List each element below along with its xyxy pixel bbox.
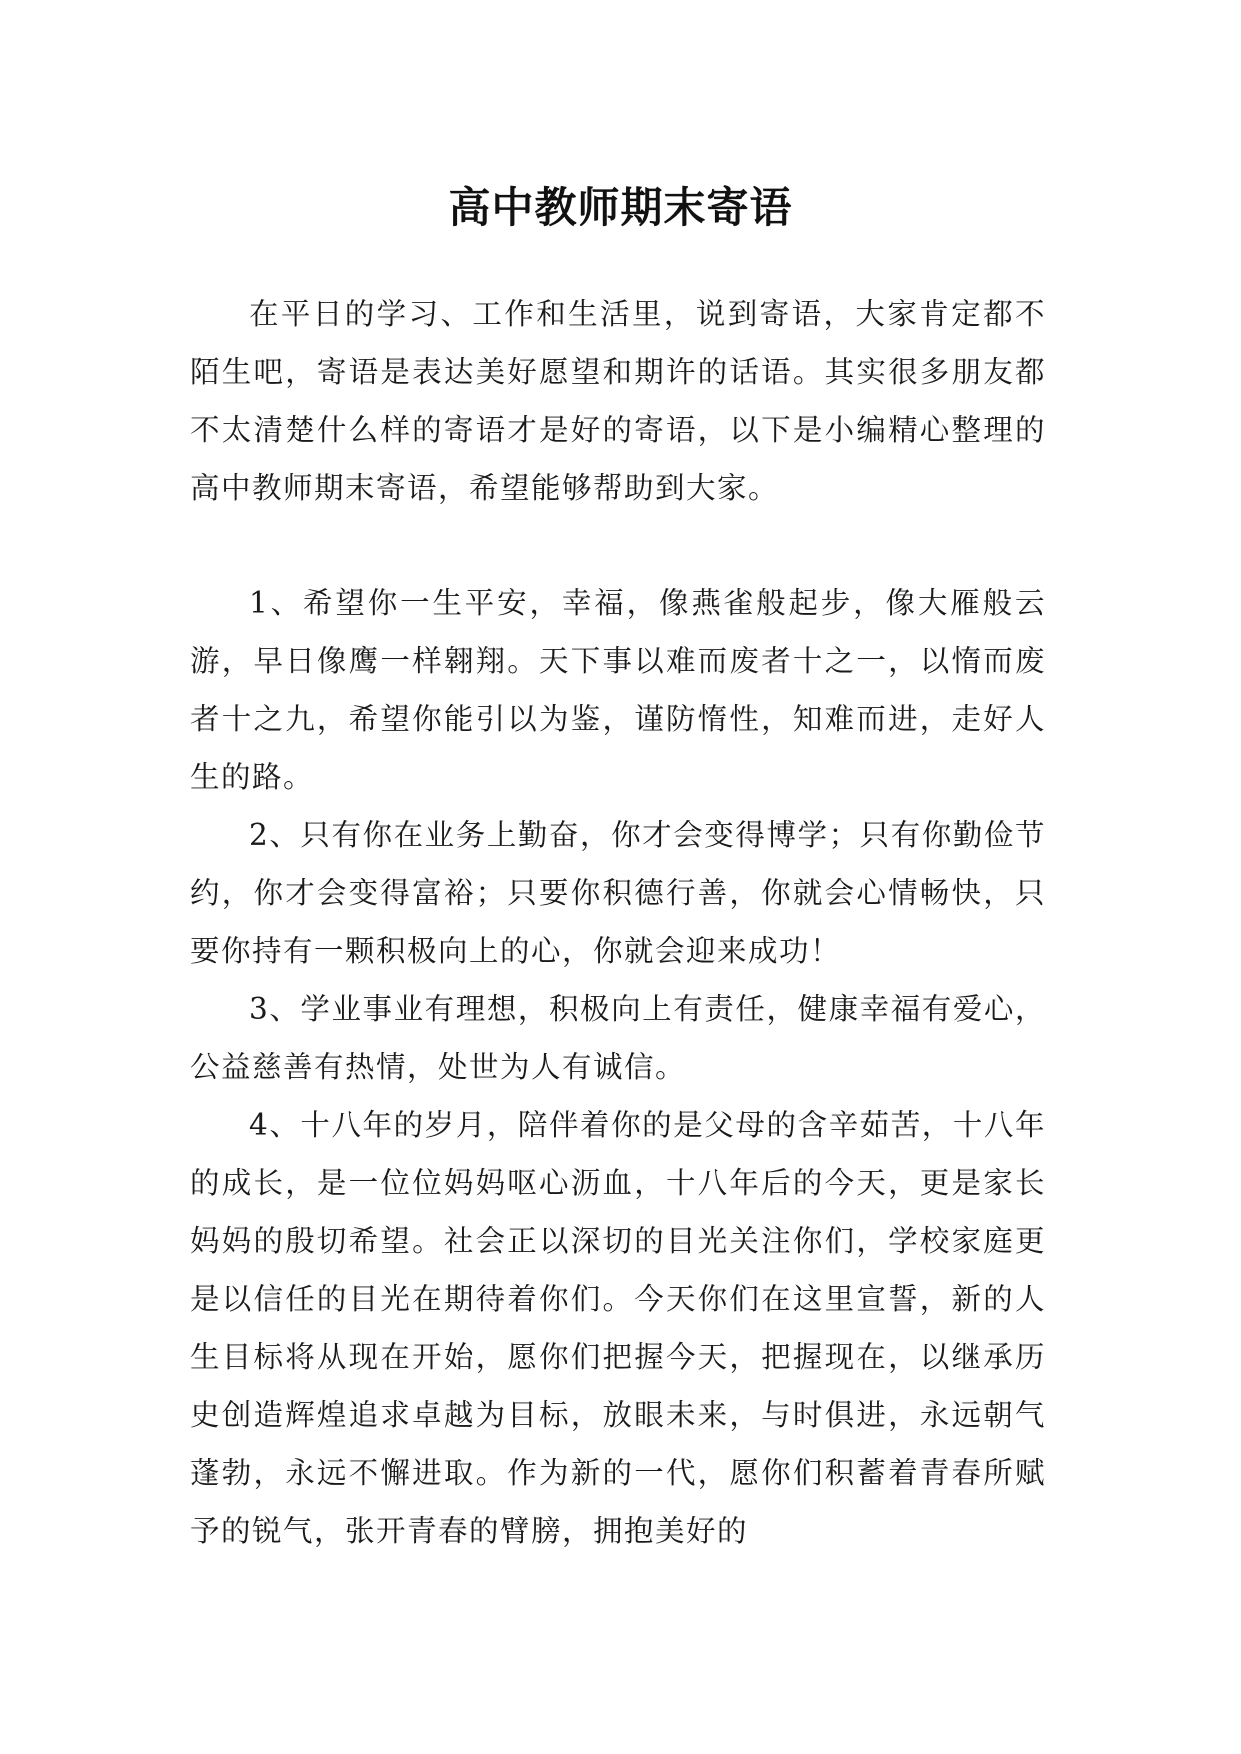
wish-paragraph-2: 2、只有你在业务上勤奋，你才会变得博学；只有你勤俭节约，你才会变得富裕；只要你积德行善，你就会心情畅快，只要你持有一颗积极向上的心，你就会迎来成功！ (190, 818, 1046, 968)
wish-paragraph-4: 4、十八年的岁月，陪伴着你的是父母的含辛茹苦，十八年的成长，是一位位妈妈呕心沥血，十八年后的今天，更是家长妈妈的殷切希望。社会正以深切的目光关注你们，学校家庭更是以信任的目光在期待着你们。今天你们在这里宣誓，新的人生目标将从现在开始，愿你们把握今天，把握现在，以继承历史创造辉煌追求卓越为目标，放眼未来，与时俱进，永远朝气蓬勃，永远不懈进取。作为新的一代，愿你们积蓄着青春所赋予的锐气，张开青春的臂膀，拥抱美好的 (190, 1108, 1046, 1548)
intro-paragraph: 在平日的学习、工作和生活里，说到寄语，大家肯定都不陌生吧，寄语是表达美好愿望和期许的话语。其实很多朋友都不太清楚什么样的寄语才是好的寄语，以下是小编精心整理的高中教师期末寄语，希望能够帮助到大家。 (190, 297, 1046, 505)
wish-paragraph-1: 1、希望你一生平安，幸福，像燕雀般起步，像大雁般云游，早日像鹰一样翱翔。天下事以难而废者十之一，以惰而废者十之九，希望你能引以为鉴，谨防惰性，知难而进，走好人生的路。 (190, 586, 1046, 794)
document-title: 高中教师期末寄语 (448, 183, 793, 233)
wish-paragraph-3: 3、学业事业有理想，积极向上有责任，健康幸福有爱心，公益慈善有热情，处世为人有诚信。 (190, 992, 1046, 1084)
document-body (190, 285, 1046, 1560)
